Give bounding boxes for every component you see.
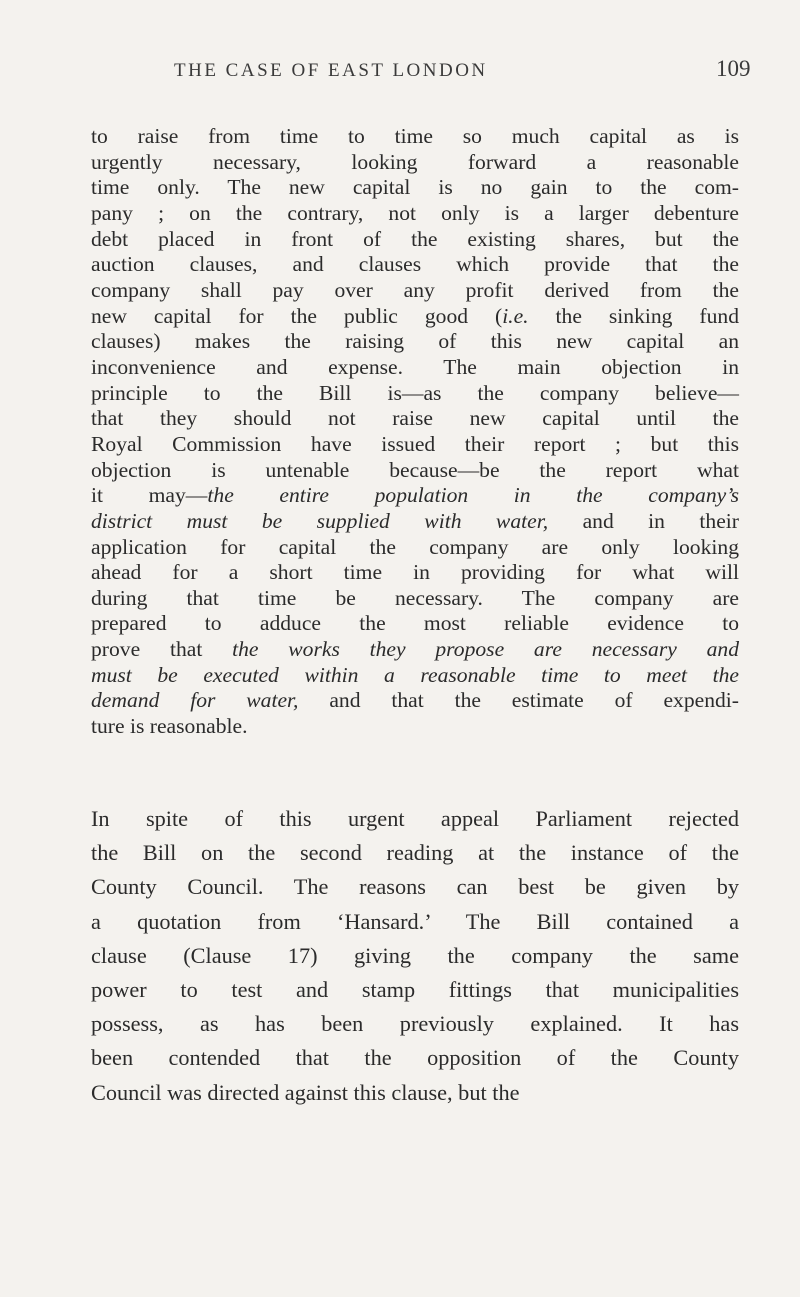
text-line [91, 329, 739, 355]
italic-text-segment: i.e. [502, 303, 529, 328]
text-line [91, 663, 739, 689]
running-title: THE CASE OF EAST LONDON [174, 60, 488, 81]
text-segment: power to test and stamp fittings that municipalities [91, 977, 739, 1003]
text-line [91, 905, 739, 939]
text-line [91, 201, 739, 227]
text-segment: auction clauses, and clauses which provide that the [91, 252, 739, 277]
italic-text-segment: district must be supplied with water, [91, 508, 549, 533]
text-line [91, 535, 739, 561]
italic-text-segment: must be executed within a reasonable time to meet the [91, 662, 739, 687]
text-line [91, 1007, 739, 1041]
italic-text-segment: demand for water, [91, 688, 299, 713]
text-segment: the sinking fund [528, 303, 740, 328]
text-segment: and that the estimate of expendi- [298, 688, 739, 713]
text-line [91, 560, 739, 586]
text-line [91, 458, 739, 484]
text-segment: principle to the Bill is—as the company believe— [91, 380, 739, 405]
text-segment: application for capital the company are only looking [91, 534, 739, 559]
text-line [91, 939, 739, 973]
text-segment: and in their [548, 508, 739, 533]
text-line [91, 714, 739, 740]
text-segment: objection is untenable because—be the report what [91, 457, 739, 482]
text-line [91, 688, 739, 714]
text-segment: clause (Clause 17) giving the company the same [91, 942, 739, 968]
text-segment: prepared to adduce the most reliable evidence to [91, 611, 739, 636]
text-line [91, 637, 739, 663]
text-segment: that they should not raise new capital until the [91, 406, 739, 431]
text-segment: prove that [91, 637, 233, 662]
text-line [91, 252, 739, 278]
text-segment: the Bill on the second reading at the instance of the [91, 840, 739, 866]
text-segment: it may— [91, 483, 208, 508]
running-head [0, 50, 800, 90]
text-line [91, 586, 739, 612]
text-line [91, 870, 739, 904]
text-segment: County Council. The reasons can best be given by [91, 874, 739, 900]
text-line [91, 973, 739, 1007]
text-line [91, 124, 739, 150]
text-segment: during that time be necessary. The company are [91, 585, 739, 610]
text-segment: time only. The new capital is no gain to the com- [91, 175, 739, 200]
text-line [91, 406, 739, 432]
text-line [91, 150, 739, 176]
text-segment: Council was directed against this clause, but the [91, 1079, 520, 1105]
text-segment: company shall pay over any profit derived from the [91, 277, 739, 302]
text-segment: urgently necessary, looking forward a reasonable [91, 149, 739, 174]
text-line [91, 175, 739, 201]
text-segment: possess, as has been previously explained. It has [91, 1011, 739, 1037]
text-line [91, 432, 739, 458]
text-line [91, 381, 739, 407]
text-line [91, 227, 739, 253]
text-line [91, 278, 739, 304]
text-segment: a quotation from ‘Hansard.’ The Bill contained a [91, 908, 739, 934]
italic-text-segment: the entire population in the company’s [207, 483, 740, 508]
text-segment: been contended that the opposition of the County [91, 1045, 739, 1071]
text-segment: to raise from time to time so much capital as is [91, 124, 739, 148]
italic-text-segment: the works they propose are necessary and [232, 637, 740, 662]
text-line [91, 1076, 739, 1110]
text-line [91, 836, 739, 870]
text-line [91, 611, 739, 637]
text-segment: ture is reasonable. [91, 714, 248, 739]
text-line [91, 483, 739, 509]
text-segment: In spite of this urgent appeal Parliament rejected [91, 806, 739, 831]
text-segment: inconvenience and expense. The main objection in [91, 354, 739, 379]
text-segment: debt placed in front of the existing shares, but the [91, 226, 739, 251]
text-segment: ahead for a short time in providing for what will [91, 560, 739, 585]
page-number: 109 [716, 56, 751, 81]
text-line [91, 1041, 739, 1075]
text-line [91, 355, 739, 381]
paragraph-2 [91, 802, 739, 1110]
text-line [91, 509, 739, 535]
text-segment: pany ; on the contrary, not only is a larger debenture [91, 200, 739, 225]
text-segment: new capital for the public good ( [91, 303, 503, 328]
text-line [91, 802, 739, 836]
paragraph-1 [91, 124, 739, 740]
text-segment: clauses) makes the raising of this new capital an [91, 329, 739, 354]
text-segment: Royal Commission have issued their report ; but this [91, 431, 739, 456]
text-line [91, 304, 739, 330]
